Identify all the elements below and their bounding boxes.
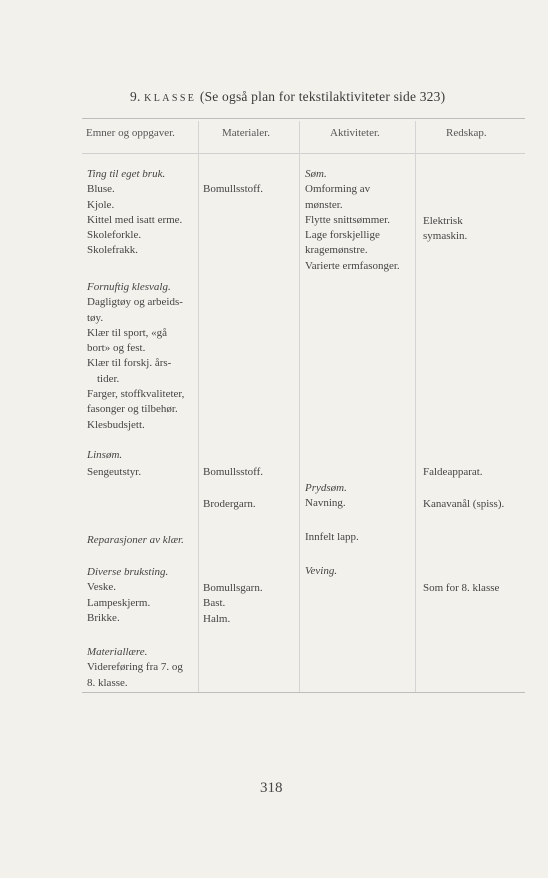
diverse-heading: Diverse bruksting. — [87, 566, 169, 578]
materiallaere-heading: Materiallære. — [87, 646, 148, 658]
act-navning: Navning. — [305, 497, 346, 510]
act-omforming-1: Omforming av — [305, 183, 371, 196]
item-dagligtoy-1: Dagligtøy og arbeids- — [87, 296, 183, 309]
prydsom-heading: Prydsøm. — [305, 482, 347, 494]
emner-section-diverse — [87, 565, 168, 626]
item-skolefrakk: Skolefrakk. — [87, 244, 139, 257]
top-rule — [82, 118, 525, 119]
redskap-som-for — [423, 581, 499, 596]
item-farger-1: Farger, stoffkvaliteter, — [87, 388, 185, 401]
reparasjoner-heading — [87, 533, 184, 548]
item-viderefoering-1: Videreføring fra 7. og — [87, 661, 183, 674]
column-divider-1 — [198, 121, 199, 692]
redskap-faldeapparat — [423, 465, 483, 480]
item-farger-2: fasonger og tilbehør. — [87, 403, 178, 416]
act-varierte: Varierte ermfasonger. — [305, 259, 400, 272]
emner-section-ting — [87, 167, 182, 259]
innfelt-label: Innfelt lapp. — [305, 531, 359, 543]
bomullsstoff-1-label: Bomullsstoff. — [203, 183, 264, 195]
kanavanal-label: Kanavanål (spiss). — [423, 498, 505, 510]
header-rule — [82, 153, 525, 154]
item-veske: Veske. — [87, 581, 117, 594]
linsom-heading — [87, 448, 122, 463]
redskap-kanavanal — [423, 497, 504, 512]
brodergarn-label: Brodergarn. — [203, 498, 256, 510]
item-lampeskjerm: Lampeskjerm. — [87, 596, 151, 609]
heading-rest: (Se også plan for tekstilaktiviteter side 323) — [199, 89, 446, 104]
material-brodergarn — [203, 497, 256, 512]
material-bomullsgarn: Bomullsgarn. — [203, 582, 263, 594]
bomullsstoff-2-label: Bomullsstoff. — [203, 466, 264, 478]
item-skoleforkle: Skoleforkle. — [87, 229, 142, 242]
act-flytte: Flytte snittsømmer. — [305, 213, 390, 226]
page-heading — [130, 89, 445, 105]
veving-label: Veving. — [305, 565, 338, 577]
emner-section-materiallaere — [87, 645, 183, 691]
act-omforming-2: mønster. — [305, 198, 343, 211]
item-klesbudsjett: Klesbudsjett. — [87, 418, 145, 431]
item-kjole: Kjole. — [87, 198, 115, 211]
item-dagligtoy-2: tøy. — [87, 311, 104, 324]
heading-klasse: KLASSE — [144, 93, 197, 104]
emner-section-fornuftig — [87, 280, 184, 433]
header-emner: Emner og oppgaver. — [86, 127, 175, 139]
header-materialer: Materialer. — [222, 127, 270, 139]
item-klaer-forskj-2: tider. — [97, 372, 120, 385]
sengeutstyr-label: Sengeutstyr. — [87, 466, 142, 478]
item-brikke: Brikke. — [87, 611, 120, 624]
aktiviteter-section-som — [305, 167, 400, 274]
veving-heading — [305, 564, 337, 579]
som-for-label: Som for 8. klasse — [423, 582, 500, 594]
item-kittel: Kittel med isatt erme. — [87, 213, 183, 226]
material-section-diverse — [203, 581, 263, 627]
reparasjoner-label: Reparasjoner av klær. — [87, 534, 184, 546]
material-bomullsstoff-1 — [203, 182, 263, 197]
page-number: 318 — [260, 780, 283, 796]
item-sengeutstyr — [87, 465, 141, 480]
item-viderefoering-2: 8. klasse. — [87, 676, 128, 689]
heading-number: 9. — [130, 89, 141, 104]
item-klaer-sport-2: bort» og fest. — [87, 342, 146, 355]
item-klaer-sport-1: Klær til sport, «gå — [87, 326, 168, 339]
material-bast: Bast. — [203, 597, 226, 610]
som-heading: Søm. — [305, 168, 327, 180]
act-innfelt — [305, 530, 359, 545]
ting-heading: Ting til eget bruk. — [87, 168, 166, 180]
elektrisk-2: symaskin. — [423, 230, 468, 243]
aktiviteter-section-prydsom — [305, 481, 347, 512]
fornuftig-heading: Fornuftig klesvalg. — [87, 281, 171, 293]
act-lage-1: Lage forskjellige — [305, 229, 380, 242]
faldeapparat-label: Faldeapparat. — [423, 466, 483, 478]
material-bomullsstoff-2 — [203, 465, 263, 480]
redskap-elektrisk — [423, 214, 467, 245]
item-bluse: Bluse. — [87, 183, 115, 196]
act-lage-2: kragemønstre. — [305, 244, 368, 257]
material-halm: Halm. — [203, 612, 231, 625]
item-klaer-forskj-1: Klær til forskj. års- — [87, 357, 172, 370]
bottom-rule — [82, 692, 525, 693]
linsom-label: Linsøm. — [87, 449, 123, 461]
column-divider-2 — [299, 121, 300, 692]
column-divider-3 — [415, 121, 416, 692]
elektrisk-1: Elektrisk — [423, 215, 463, 227]
header-aktiviteter: Aktiviteter. — [330, 127, 380, 139]
header-redskap: Redskap. — [446, 127, 487, 139]
